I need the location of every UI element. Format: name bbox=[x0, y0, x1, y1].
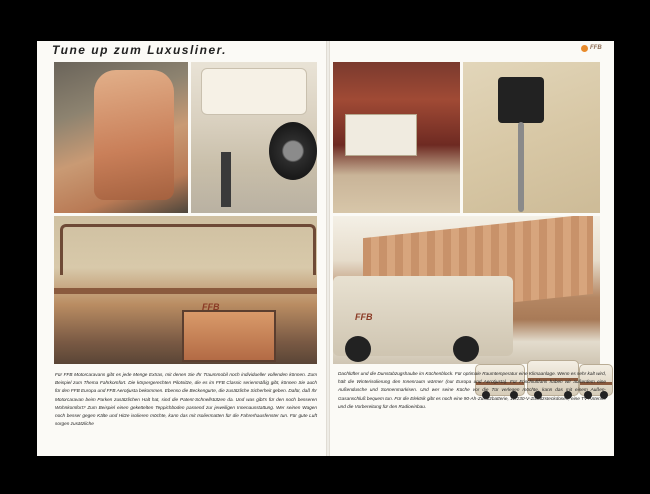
tyre-front bbox=[345, 336, 371, 362]
ffb-awning-logo: FFB bbox=[355, 312, 373, 322]
body-text-left: Für FFB Motorcaravans gibt es jede Menge Extras, mit denen Sie Ihr Traummobil noch individueller vollenden können. Zum Beispiel zum Thema Fahrkomfort. Die körpergerechten Pilotsitze, die es im FFB Classic serienmäßig gibt, können Sie auch für den FFB Europa und FFB Aerotjusta bekommen. Ebenso die Beckengurte, die zusätzliche Sicherheit geben. Dafür, daß Ihr Motorcaravan beim Parken zusätzlichen Halt hat, sind die Patent-Schnellstützen da. Und was gibt's für den noch besseren Wohnkomfort? Zum Beispiel einen gekettelten Teppichboden passend zur jeweiligen Innenausstattung. Wer seinen Wagen noch besser gegen Kälte und Hitze isolieren möchte, kann das mit Isoliermatten für die Fahrerhausfenster tun. Für gute Luft sorgen zusätzliche bbox=[55, 372, 317, 427]
body-stripe bbox=[54, 288, 317, 294]
headline: Tune up zum Luxusliner. bbox=[52, 43, 227, 57]
hookup-shape bbox=[498, 77, 544, 123]
side-window bbox=[182, 310, 276, 362]
wheel-shape bbox=[269, 122, 317, 180]
page-gutter bbox=[326, 41, 330, 456]
sun-icon bbox=[581, 45, 588, 52]
photo-water-valve bbox=[333, 62, 460, 213]
seat-shape bbox=[94, 70, 174, 200]
jack-shape bbox=[221, 152, 231, 207]
hatch-shape bbox=[201, 68, 307, 115]
photo-roof-hatch bbox=[191, 62, 317, 213]
logo-text: FFB bbox=[590, 45, 602, 51]
photo-gas-hookup bbox=[463, 62, 600, 213]
cable-shape bbox=[518, 122, 524, 212]
photo-awning bbox=[333, 216, 600, 364]
roof-rail bbox=[60, 224, 316, 275]
ffb-side-logo: FFB bbox=[202, 302, 220, 312]
photo-roof-rack bbox=[54, 216, 317, 364]
body-text-right: Dachlüfter und die Dunstabzugshaube im Küchenblock. Für optimale Raumtemperatur eine Klimaanlage. Wenn es sehr kalt wird, hält die Winterisolierung den Innenraum wärmer (nur Europa und Aerotjusta). Für Frischluftfans haben wir außerdem eine Außendusche und Sonnenmarkisen. Und wer seine Küche vor die Tür verlegen möchte, kann das mit einem Außen-Gasanschluß bequem tun. Für die Elektrik gibt es noch eine 90-Ah-Zusatzbatterie, 12/230-V-Zusatzsteckdosen, eine TV-Antenne und die Vorbereitung für den Radioeinbau. bbox=[338, 371, 606, 409]
ffb-logo bbox=[581, 43, 603, 53]
photo-pilot-seat bbox=[54, 62, 188, 213]
valve-shape bbox=[345, 114, 417, 156]
